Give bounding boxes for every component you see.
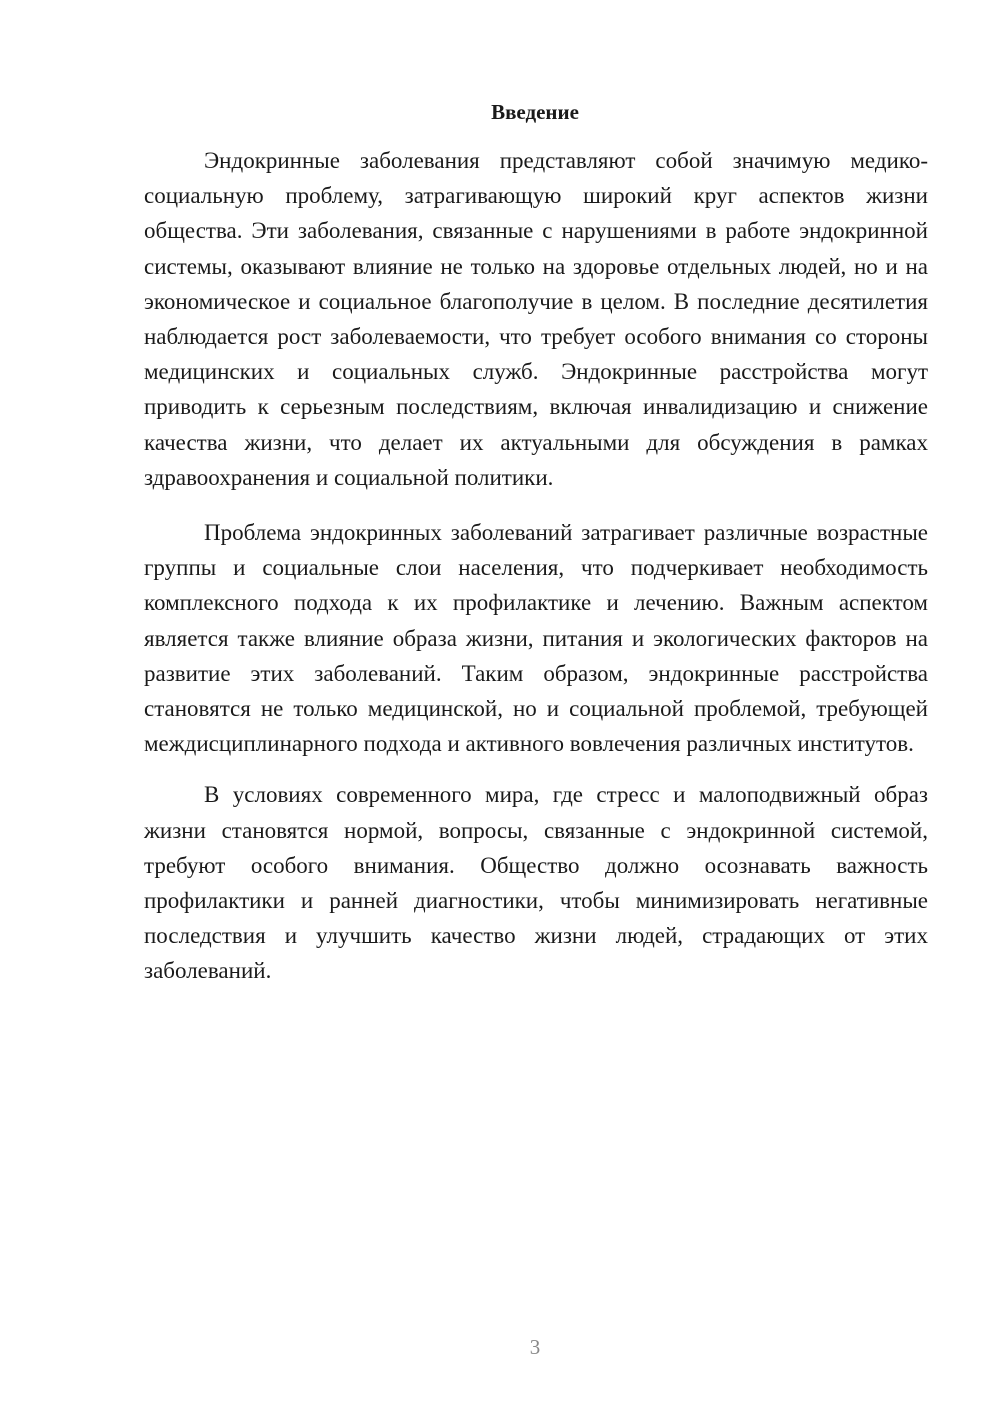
page-number: 3 [529, 1335, 541, 1359]
paragraph-2: Проблема эндокринных заболеваний затрагивает различные возрастные группы и социальные слои населения, что подчеркивает необходимость комплексного подхода к их профилактике и лечению. Важным аспектом является также влияние образа жизни, питания и экологических факторов на развитие этих заболеваний. Таким образом, эндокринные расстройства становятся не только медицинской, но и социальной проблемой, требующей междисциплинарного подхода и активного вовлечения различных институтов. [144, 520, 928, 757]
paragraph-3: В условиях современного мира, где стресс и малоподвижный образ жизни становятся нормой, вопросы, связанные с эндокринной системой, требуют особого внимания. Общество должно осознавать важность профилактики и ранней диагностики, чтобы минимизировать негативные последствия и улучшить качество жизни людей, страдающих от этих заболеваний. [144, 782, 928, 984]
paragraph-1: Эндокринные заболевания представляют собой значимую медико-социальную проблему, затрагивающую широкий круг аспектов жизни общества. Эти заболевания, связанные с нарушениями в работе эндокринной системы, оказывают влияние не только на здоровье отдельных людей, но и на экономическое и социальное благополучие в целом. В последние десятилетия наблюдается рост заболеваемости, что требует особого внимания со стороны медицинских и социальных служб. Эндокринные расстройства могут приводить к серьезным последствиям, включая инвалидизацию и снижение качества жизни, что делает их актуальными для обсуждения в рамках здравоохранения и социальной политики. [144, 148, 928, 490]
page-title: Введение [491, 100, 579, 124]
document-body [144, 143, 928, 1009]
